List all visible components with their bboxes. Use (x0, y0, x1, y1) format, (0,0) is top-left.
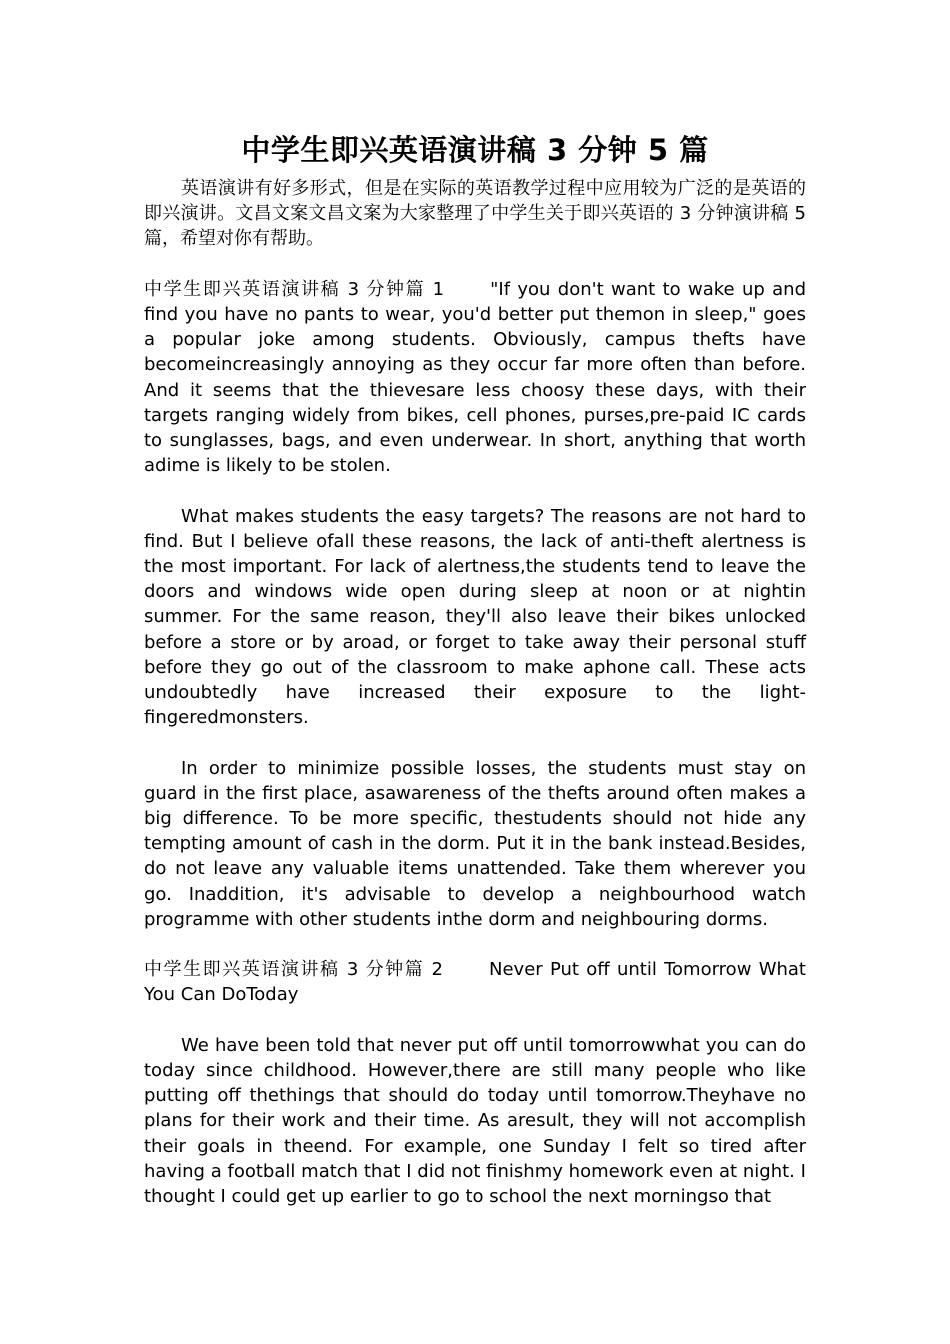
section-2-heading-line (144, 957, 806, 1007)
section-2-heading: 中学生即兴英语演讲稿 3 分钟篇 2 (144, 959, 444, 981)
section-2-title: Never Put off until Tomorrow What You Can DoToday (144, 959, 806, 1006)
section-2-paragraph-1: We have been told that never put off until tomorrowwhat you can do today since childhood. However,there are still many people who like putting off thethings that should do today until tomorrow.Theyhave no plans for their work and their time. As aresult, they will not accomplish their goals in theend. For example, one Sunday I felt so tired after having a football match that I did not finishmy homework even at night. I thought I could get up earlier to go to school the next morningso that (144, 1034, 806, 1208)
section-1-first-paragraph (144, 277, 806, 479)
section-1-paragraph-3: In order to minimize possible losses, the students must stay on guard in the first place, asawareness of the thefts around often makes a big difference. To be more specific, thestudents should not hide any tempting amount of cash in the dorm. Put it in the bank instead.Besides, do not leave any valuable items unattended. Take them wherever you go. Inaddition, it's advisable to develop a neighbourhood watch programme with other students inthe dorm and neighbouring dorms. (144, 757, 806, 930)
document-body (144, 176, 806, 1234)
document-title: 中学生即兴英语演讲稿 3 分钟 5 篇 (241, 133, 709, 167)
intro-paragraph: 英语演讲有好多形式，但是在实际的英语教学过程中应用较为广泛的是英语的即兴演讲。文昌文案文昌文案为大家整理了中学生关于即兴英语的 3 分钟演讲稿 5 篇，希望对你有帮助。 (144, 178, 806, 250)
section-1-heading: 中学生即兴英语演讲稿 3 分钟篇 1 (144, 278, 445, 300)
section-1-paragraph-1: "If you don't want to wake up and find you have no pants to wear, you'd better put themon in sleep," goes a popular joke among students. Obviously, campus thefts have becomeincreasingly annoying as they occur far more often than before. And it seems that the thievesare less choosy these days, with their targets ranging widely from bikes, cell phones, purses,pre-paid IC cards to sunglasses, bags, and even underwear. In short, anything that worth adime is likely to be stolen. (144, 278, 806, 477)
section-1-paragraph-2: What makes students the easy targets? The reasons are not hard to find. But I believe ofall these reasons, the lack of anti-theft alertness is the most important. For lack of alertness,the students tend to leave the doors and windows wide open during sleep at noon or at nightin summer. For the same reason, they'll also leave their bikes unlocked before a store or by aroad, or forget to take away their personal stuff before they go out of the classroom to make aphone call. These acts undoubtedly have increased their exposure to the light-fingeredmonsters. (144, 505, 806, 729)
